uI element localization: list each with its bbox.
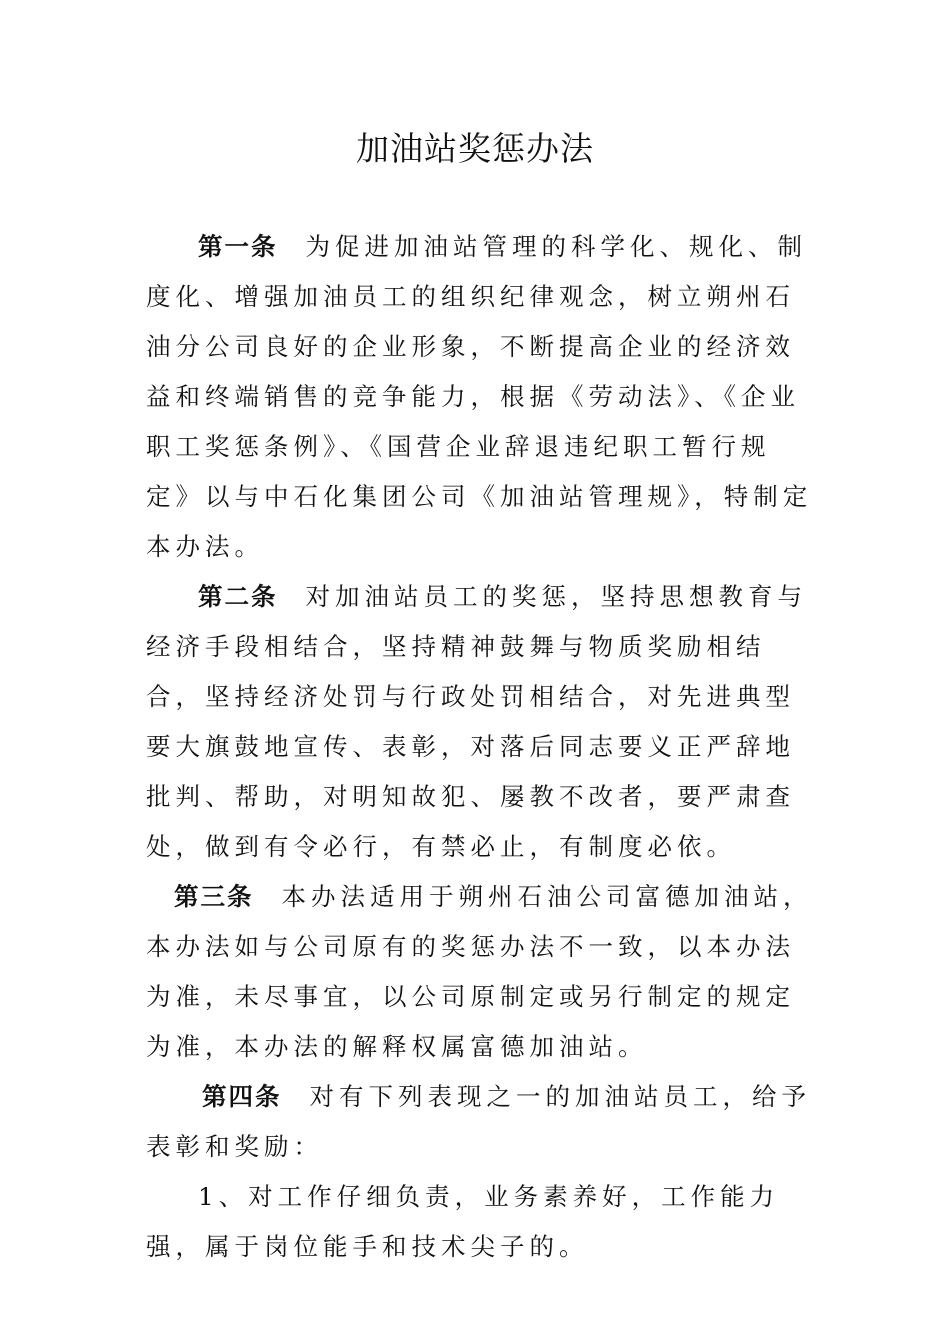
document-body (146, 222, 814, 1272)
article-4 (146, 1072, 814, 1172)
article-3 (146, 872, 814, 1072)
article-4-label: 第四条 (202, 1082, 282, 1111)
article-2-text: 对加油站员工的奖惩，坚持思想教育与经济手段相结合，坚持精神鼓舞与物质奖励相结合，坚持经济处罚与行政处罚相结合，对先进典型要大旗鼓地宣传、表彰，对落后同志要义正严辞地批判、帮助，对明知故犯、屡教不改者，要严肃查处，做到有令必行，有禁必止，有制度必依。 (146, 582, 807, 861)
article-2-label: 第二条 (198, 582, 278, 611)
article-3-text: 本办法适用于朔州石油公司富德加油站，本办法如与公司原有的奖惩办法不一致，以本办法为准，未尽事宜，以公司原制定或另行制定的规定为准，本办法的解释权属富德加油站。 (146, 882, 813, 1061)
article-4-text: 对有下列表现之一的加油站员工，给予表彰和奖励： (146, 1082, 811, 1161)
article-1 (146, 222, 814, 572)
list-item-1-text: 1、对工作仔细负责，业务素养好，工作能力强，属于岗位能手和技术尖子的。 (146, 1182, 780, 1261)
article-2 (146, 572, 814, 872)
article-1-text: 为促进加油站管理的科学化、规化、制度化、增强加油员工的组织纪律观念，树立朔州石油分公司良好的企业形象，不断提高企业的经济效益和终端销售的竞争能力，根据《劳动法》、《企业职工奖惩条例》、《国营企业辞退违纪职工暂行规定》以与中石化集团公司《加油站管理规》，特制定本办法。 (146, 232, 813, 561)
list-item-1 (146, 1172, 814, 1272)
article-3-label: 第三条 (174, 882, 254, 911)
document-title: 加油站奖惩办法 (356, 129, 594, 168)
article-1-label: 第一条 (198, 232, 278, 261)
